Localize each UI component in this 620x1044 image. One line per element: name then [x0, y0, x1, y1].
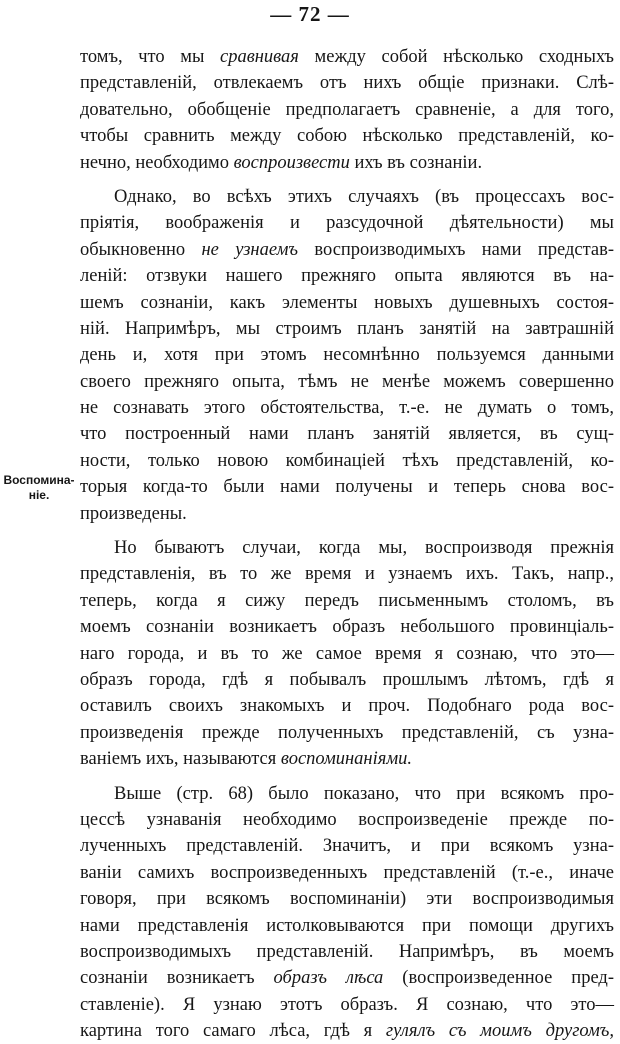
text-line	[80, 720, 614, 746]
text-segment: представленія, въ то же время и узнаемъ ихъ. Такъ, напр.,	[80, 564, 614, 585]
page-number: — 72 —	[270, 2, 350, 26]
text-line	[80, 421, 614, 447]
italic-emphasis: воспроизвести	[233, 152, 350, 173]
text-line	[80, 44, 614, 70]
text-line	[80, 693, 614, 719]
text-segment: теперь, когда я сижу передъ письменнымъ столомъ, въ	[80, 590, 614, 611]
text-line	[80, 395, 614, 421]
text-segment: томъ, что мы	[80, 47, 220, 67]
text-line	[80, 860, 614, 886]
text-line	[80, 886, 614, 912]
text-segment: Однако, во всѣхъ этихъ случаяхъ (въ процессахъ вос-	[114, 186, 614, 207]
text-line	[80, 641, 614, 667]
text-line	[80, 97, 614, 123]
text-segment: ній. Напримѣръ, мы строимъ планъ занятій на завтрашній	[80, 318, 614, 339]
text-segment: лученныхъ представленій. Значитъ, и при всякомъ узна-	[80, 836, 614, 857]
text-segment: картина того самаго лѣса, гдѣ я	[80, 1021, 386, 1042]
text-segment: торыя когда-то были нами получены и теперь снова вос-	[80, 477, 614, 498]
text-line	[80, 1018, 614, 1044]
italic-emphasis: образъ лѣса	[273, 968, 384, 989]
text-segment: сознаніи возникаетъ	[80, 968, 274, 989]
text-line	[80, 501, 614, 527]
text-segment: Выше (стр. 68) было показано, что при всякомъ про-	[114, 783, 614, 804]
text-segment: оставилъ своихъ знакомыхъ и проч. Подобнаго рода вос-	[80, 696, 614, 717]
text-line	[80, 913, 614, 939]
text-segment: нечно, необходимо	[80, 152, 234, 173]
text-segment: пріятія, воображенія и разсудочной дѣятельности) мы	[80, 213, 614, 234]
text-segment: ставленіе). Я узнаю этотъ образъ. Я сознаю, что это—	[80, 994, 614, 1015]
text-segment: ности, только новою комбинаціей тѣхъ представленій, ко-	[80, 450, 614, 471]
text-segment: моемъ сознаніи возникаетъ образъ небольшого провинціаль-	[80, 617, 614, 638]
text-segment: наго города, и въ то же самое время я сознаю, что это—	[80, 643, 614, 664]
text-line	[80, 316, 614, 342]
text-segment: представленій, отвлекаемъ отъ нихъ общіе признаки. Слѣ-	[80, 73, 614, 94]
text-line	[80, 150, 614, 176]
text-line	[80, 833, 614, 859]
text-segment: образъ города, гдѣ я побывалъ прошлымъ лѣтомъ, гдѣ я	[80, 669, 614, 690]
italic-emphasis: сравнивая	[219, 47, 299, 67]
text-segment: обыкновенно	[80, 239, 202, 260]
text-segment: что построенный нами планъ занятій является, въ сущ-	[80, 424, 614, 445]
text-segment: довательно, обобщеніе предполагаетъ сравненіе, а для того,	[80, 99, 614, 120]
text-line	[80, 781, 614, 807]
text-line	[80, 70, 614, 96]
text-segment: произведены.	[80, 503, 187, 524]
text-line	[80, 474, 614, 500]
text-segment: (воспроизведенное пред-	[383, 968, 614, 989]
text-line	[80, 807, 614, 833]
body-text	[80, 44, 614, 1044]
text-line	[80, 667, 614, 693]
italic-emphasis: воспоминаніями.	[280, 749, 413, 770]
text-segment: говоря, при всякомъ воспоминаніи) эти воспроизводимыя	[80, 889, 614, 910]
text-line	[80, 369, 614, 395]
text-segment: произведенія прежде полученныхъ представленій, съ узна-	[80, 722, 614, 743]
text-segment: ваніи самихъ воспроизведенныхъ представленій (т.-е., иначе	[80, 862, 614, 883]
text-segment: чтобы сравнить между собою нѣсколько представленій, ко-	[80, 126, 614, 147]
text-segment: Но бываютъ случаи, когда мы, воспроизводя прежнія	[114, 538, 614, 559]
text-line	[80, 965, 614, 991]
text-line	[80, 342, 614, 368]
text-segment: ваніемъ ихъ, называются	[80, 749, 281, 770]
italic-emphasis: не узнаемъ	[201, 239, 299, 260]
text-line	[80, 535, 614, 561]
text-line	[80, 210, 614, 236]
italic-emphasis: гулялъ съ моимъ другомъ,	[385, 1021, 614, 1042]
text-line	[80, 123, 614, 149]
text-segment: нами представленія истолковываются при помощи другихъ	[80, 915, 614, 936]
text-segment: своего прежняго опыта, тѣмъ не менѣе можемъ совершенно	[80, 371, 614, 392]
text-line	[80, 290, 614, 316]
text-segment: леній: отзвуки нашего прежняго опыта являются въ на-	[80, 266, 614, 287]
margin-note-line: ніе.	[28, 488, 50, 502]
text-segment: воспроизводимыхъ представленій. Напримѣръ, въ моемъ	[80, 941, 614, 962]
text-line	[80, 746, 614, 772]
text-segment: не сознавать этого обстоятельства, т.-е. не думать о томъ,	[80, 398, 614, 419]
text-line	[80, 614, 614, 640]
text-line	[80, 561, 614, 587]
text-line	[80, 184, 614, 210]
text-line	[80, 263, 614, 289]
text-line	[80, 588, 614, 614]
text-line	[80, 448, 614, 474]
text-segment: ихъ въ сознаніи.	[349, 152, 483, 173]
text-segment: воспроизводимыхъ нами представ-	[298, 239, 614, 260]
text-segment: цессѣ узнаванія необходимо воспроизведеніе прежде по-	[80, 809, 614, 830]
text-line	[80, 939, 614, 965]
margin-note-line: Воспомина-	[3, 473, 75, 487]
text-segment: между собой нѣсколько сходныхъ	[298, 47, 614, 67]
margin-note	[2, 473, 76, 503]
text-segment: день и, хотя при этомъ несомнѣнно пользуемся данными	[80, 345, 614, 366]
text-line	[80, 237, 614, 263]
text-segment: шемъ сознаніи, какъ элементы новыхъ душевныхъ состоя-	[80, 292, 614, 313]
text-line	[80, 992, 614, 1018]
